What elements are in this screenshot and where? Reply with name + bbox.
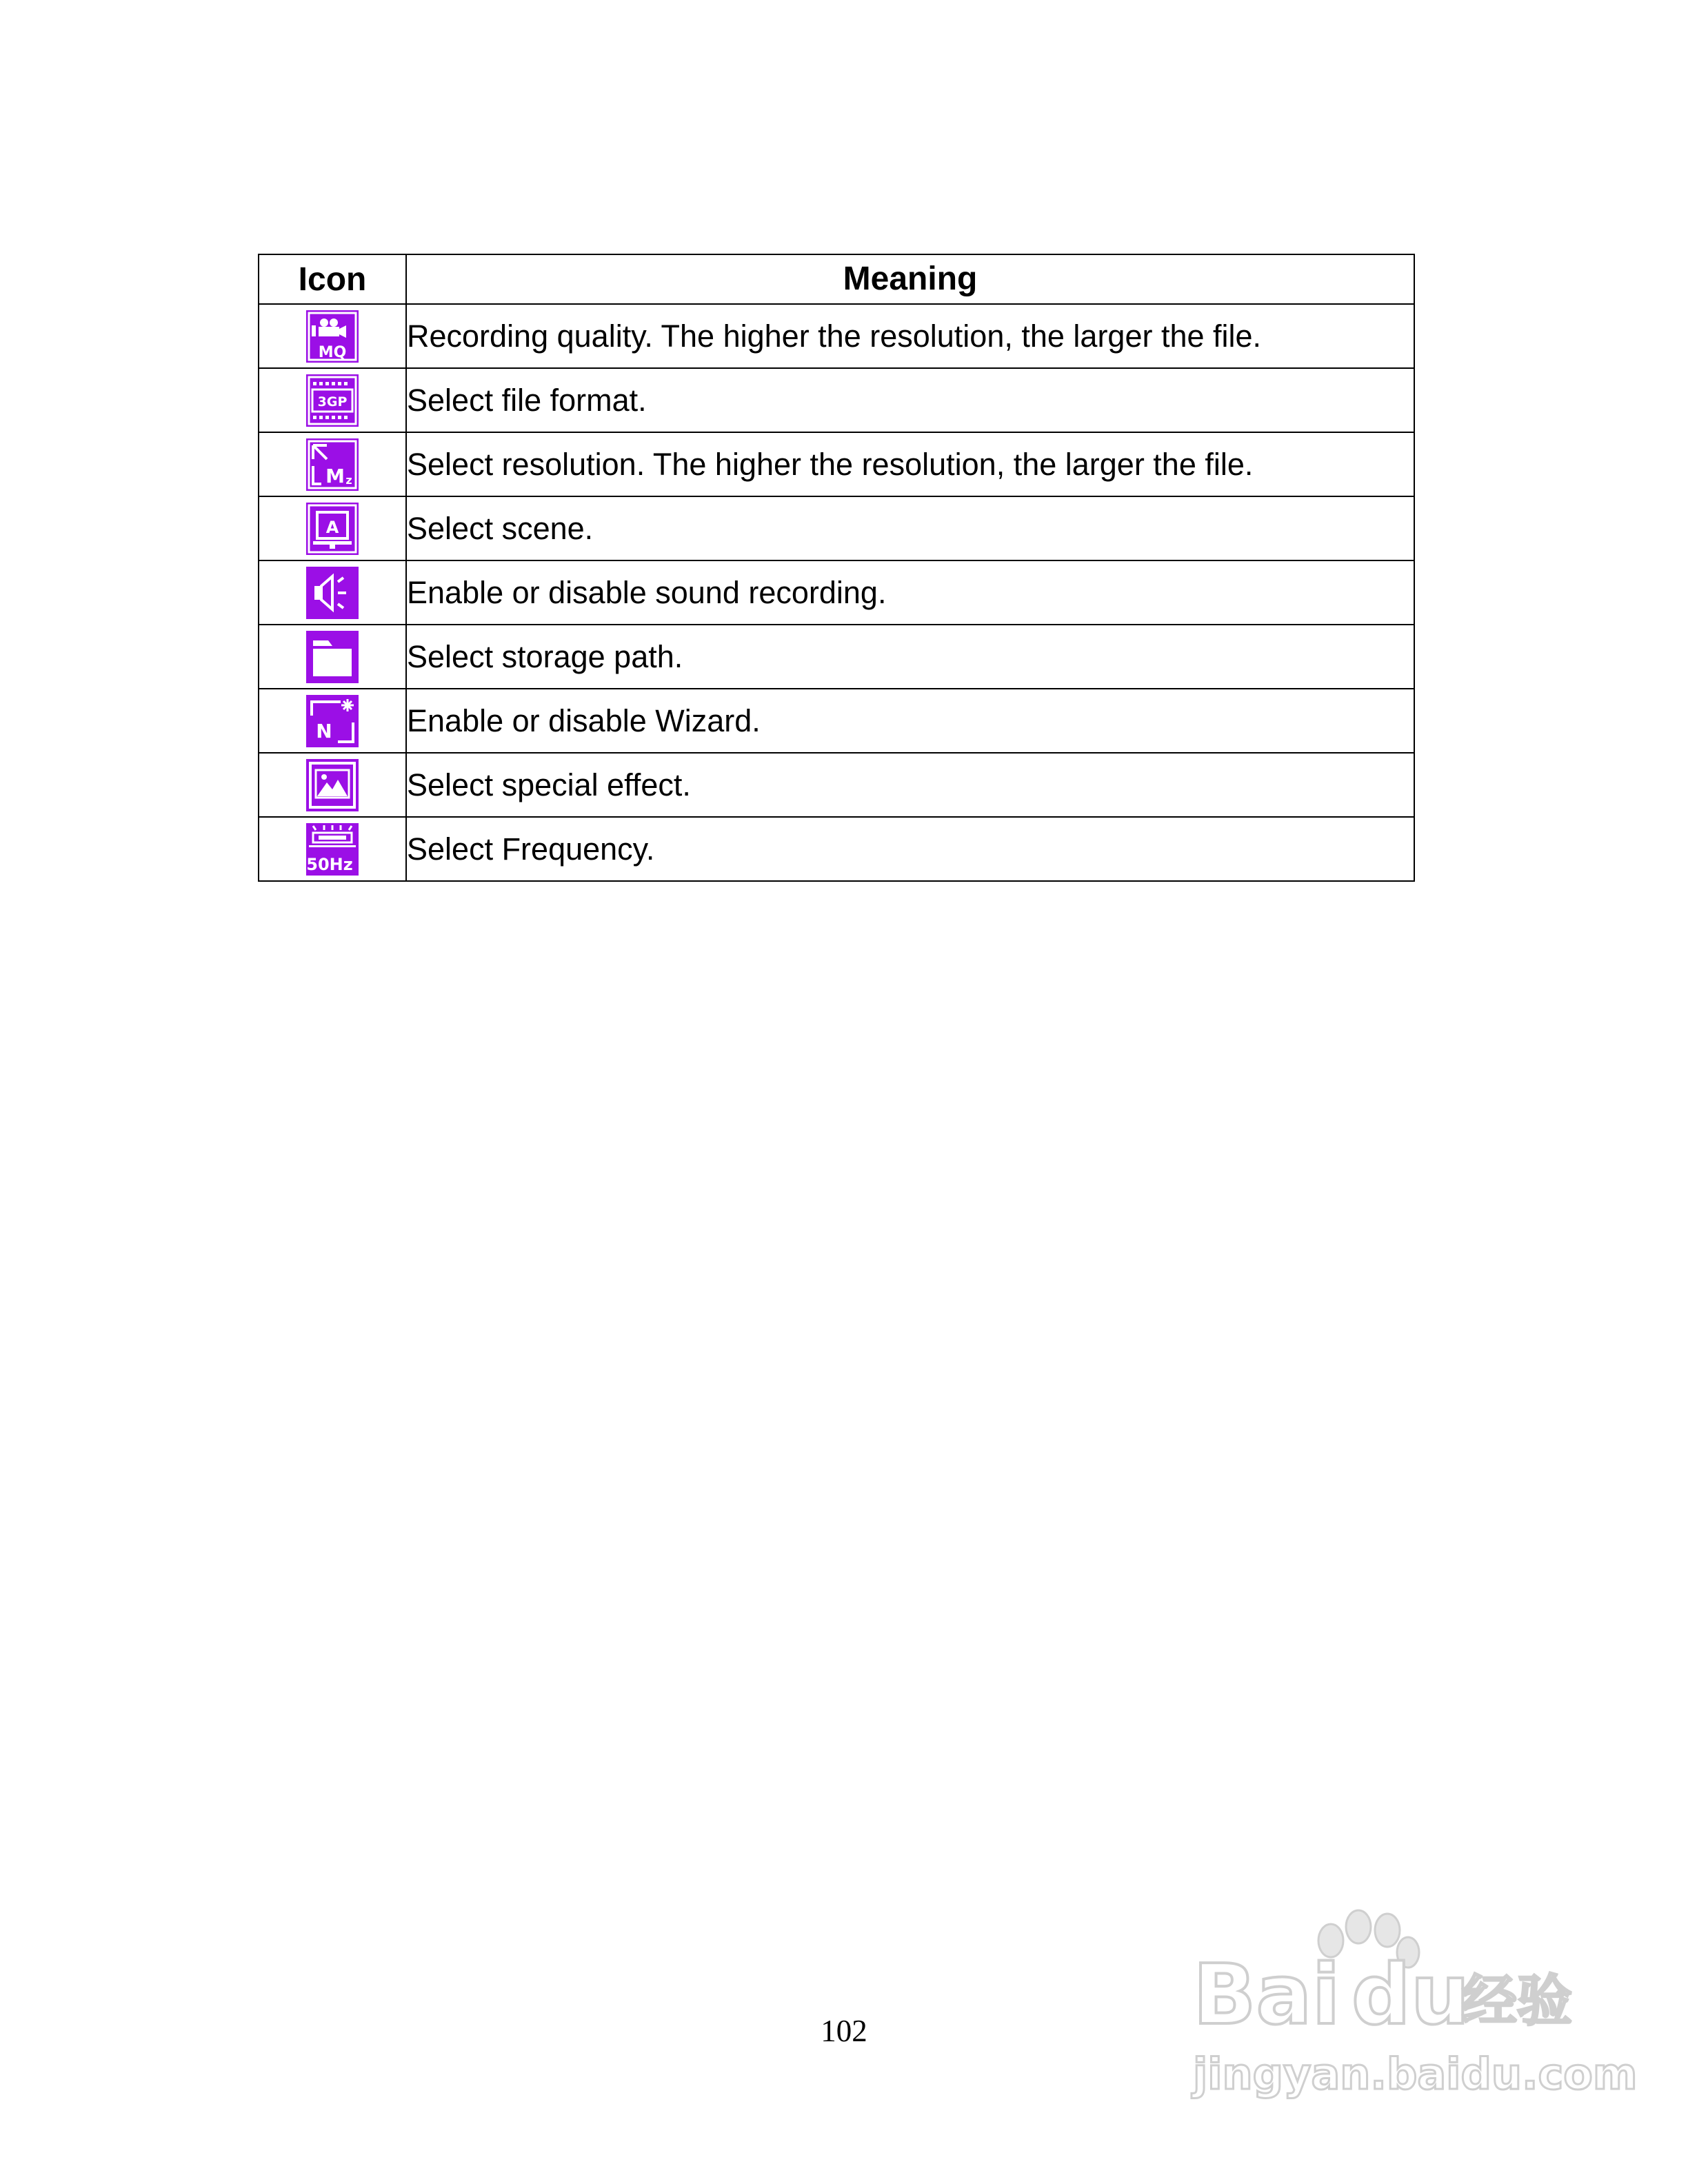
meaning-text: Select resolution. The higher the resolution, the larger the file. (406, 432, 1414, 496)
column-header-icon: Icon (259, 254, 406, 304)
svg-text:du: du (1352, 1948, 1470, 2043)
meaning-text: Select Frequency. (406, 817, 1414, 881)
video-quality-mq-icon (306, 310, 359, 363)
meaning-text: Select scene. (406, 496, 1414, 560)
meaning-text: Enable or disable sound recording. (406, 560, 1414, 625)
table-row (259, 496, 1414, 560)
special-effect-icon (306, 759, 359, 811)
storage-folder-icon (306, 631, 359, 683)
table-row (259, 432, 1414, 496)
table-row (259, 753, 1414, 817)
svg-text:经验: 经验 (1462, 1969, 1572, 2033)
svg-text:MQ: MQ (318, 343, 347, 361)
svg-text:Bai: Bai (1193, 1948, 1340, 2043)
table-row (259, 304, 1414, 368)
table-row (259, 560, 1414, 625)
svg-text:z: z (345, 473, 352, 487)
svg-text:M: M (325, 464, 345, 487)
wizard-icon (306, 695, 359, 747)
sound-recording-icon (306, 567, 359, 619)
table-row (259, 817, 1414, 881)
file-format-3gp-icon (306, 374, 359, 427)
svg-text:N: N (316, 719, 332, 742)
meaning-text: Select special effect. (406, 753, 1414, 817)
meaning-text: Select storage path. (406, 625, 1414, 689)
svg-text:jingyan.baidu.com: jingyan.baidu.com (1193, 2049, 1638, 2099)
table-header-row (259, 254, 1414, 304)
svg-text:50Hz: 50Hz (306, 854, 353, 874)
meaning-text: Select file format. (406, 368, 1414, 432)
column-header-meaning: Meaning (406, 254, 1414, 304)
page-number: 102 (821, 2014, 867, 2048)
frequency-50hz-icon (306, 823, 359, 876)
meaning-text: Recording quality. The higher the resolution, the larger the file. (406, 304, 1414, 368)
resolution-m-icon (306, 438, 359, 491)
baidu-jingyan-watermark (1186, 1903, 1638, 2110)
scene-auto-icon (306, 503, 359, 555)
icon-meaning-table (258, 254, 1415, 882)
table-row (259, 689, 1414, 753)
svg-text:A: A (325, 517, 339, 537)
table-row (259, 625, 1414, 689)
svg-text:3GP: 3GP (317, 394, 348, 410)
table-row (259, 368, 1414, 432)
meaning-text: Enable or disable Wizard. (406, 689, 1414, 753)
